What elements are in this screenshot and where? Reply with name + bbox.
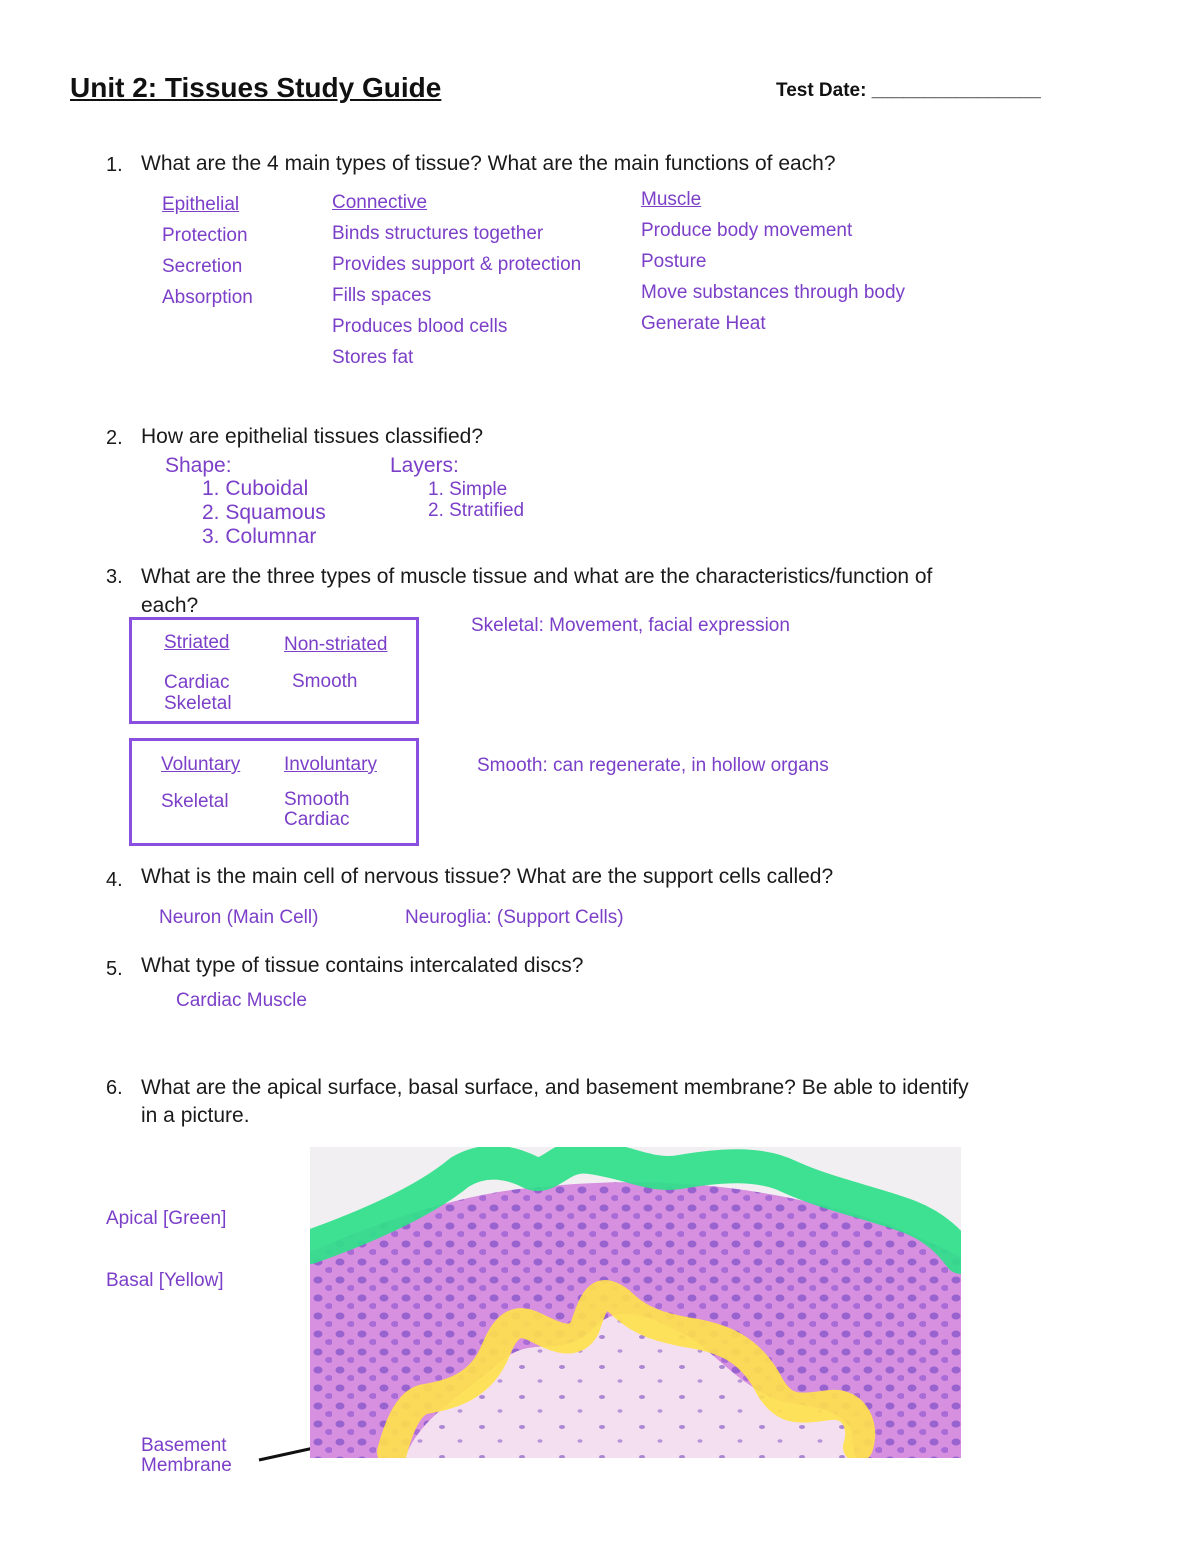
tissue-micrograph xyxy=(310,1147,961,1458)
label-apical: Apical [Green] xyxy=(106,1208,227,1229)
q4-text: What is the main cell of nervous tissue? What are the support cells called? xyxy=(141,865,834,888)
test-date: Test Date: ________________ xyxy=(776,80,1041,101)
box1-left-heading: Striated xyxy=(164,632,230,653)
q1-col-muscle xyxy=(641,184,905,339)
q1-epithelial-item: Protection xyxy=(162,225,248,246)
box2-right-items xyxy=(284,790,349,830)
q5-text: What type of tissue contains intercalated discs? xyxy=(141,954,584,977)
q1-text: What are the 4 main types of tissue? What are the main functions of each? xyxy=(141,152,836,175)
q1-connective-item: Provides support & protection xyxy=(332,254,582,275)
q6-number: 6. xyxy=(106,1077,123,1099)
q3-note-smooth: Smooth: can regenerate, in hollow organs xyxy=(477,755,829,776)
q1-connective-item: Fills spaces xyxy=(332,285,432,306)
q1-connective-item: Binds structures together xyxy=(332,223,544,244)
q2-shape-item: 3. Columnar xyxy=(202,525,317,548)
q1-muscle-item: Generate Heat xyxy=(641,313,766,334)
q1-heading-connective: Connective xyxy=(332,192,428,213)
box1-left-item: Cardiac xyxy=(164,672,230,693)
q6-text xyxy=(141,1074,969,1130)
q1-connective-item: Stores fat xyxy=(332,347,414,368)
q1-heading-epithelial: Epithelial xyxy=(162,194,240,215)
box2-left-item: Skeletal xyxy=(161,791,229,812)
q3-number: 3. xyxy=(106,566,123,588)
q2-layer-item: 1. Simple xyxy=(428,479,508,500)
q6-text-line: What are the apical surface, basal surface, and basement membrane? Be able to identify xyxy=(141,1076,969,1099)
box1-left-items xyxy=(164,672,232,714)
q2-text: How are epithelial tissues classified? xyxy=(141,425,483,448)
q4-answer-neuroglia: Neuroglia: (Support Cells) xyxy=(405,907,624,928)
q1-epithelial-item: Secretion xyxy=(162,256,243,277)
q2-layers-label: Layers: xyxy=(390,454,459,477)
q6-text-line: in a picture. xyxy=(141,1104,250,1127)
q1-muscle-item: Move substances through body xyxy=(641,282,906,303)
q2-shape-item: 2. Squamous xyxy=(202,501,326,524)
box2-right-item: Cardiac xyxy=(284,809,350,830)
q1-epithelial-item: Absorption xyxy=(162,287,253,308)
box2-right-item: Smooth xyxy=(284,789,350,810)
q1-number: 1. xyxy=(106,154,123,176)
q2-shape-label: Shape: xyxy=(165,454,232,477)
label-basement-line: Membrane xyxy=(141,1455,232,1476)
q4-answer-neuron: Neuron (Main Cell) xyxy=(159,907,319,928)
box2-left-heading: Voluntary xyxy=(161,754,241,775)
label-basement-line: Basement xyxy=(141,1435,227,1456)
q5-number: 5. xyxy=(106,958,123,980)
q5-answer: Cardiac Muscle xyxy=(176,990,307,1011)
box2-right-heading: Involuntary xyxy=(284,754,377,775)
q2-shape-list xyxy=(202,477,326,549)
q1-muscle-item: Produce body movement xyxy=(641,220,853,241)
box1-right-heading: Non-striated xyxy=(284,634,388,655)
striation-box xyxy=(129,617,419,724)
q2-number: 2. xyxy=(106,427,123,449)
q1-col-epithelial xyxy=(162,189,253,313)
q1-connective-item: Produces blood cells xyxy=(332,316,508,337)
label-basement-membrane xyxy=(141,1436,232,1476)
q2-layers-list xyxy=(428,479,524,521)
q1-col-connective xyxy=(332,187,581,373)
q2-layer-item: 2. Stratified xyxy=(428,500,525,521)
voluntary-box xyxy=(129,738,419,846)
q3-text-line: What are the three types of muscle tissue and what are the characteristics/function of xyxy=(141,565,933,588)
q4-number: 4. xyxy=(106,869,123,891)
box1-right-item: Smooth xyxy=(292,671,358,692)
q1-muscle-item: Posture xyxy=(641,251,707,272)
q3-text xyxy=(141,562,932,620)
q1-heading-muscle: Muscle xyxy=(641,189,702,210)
q2-shape-item: 1. Cuboidal xyxy=(202,477,309,500)
q3-text-line: each? xyxy=(141,594,199,617)
box1-left-item: Skeletal xyxy=(164,693,232,714)
q3-note-skeletal: Skeletal: Movement, facial expression xyxy=(471,615,790,636)
label-basal: Basal [Yellow] xyxy=(106,1270,224,1291)
page-title: Unit 2: Tissues Study Guide xyxy=(70,72,442,103)
